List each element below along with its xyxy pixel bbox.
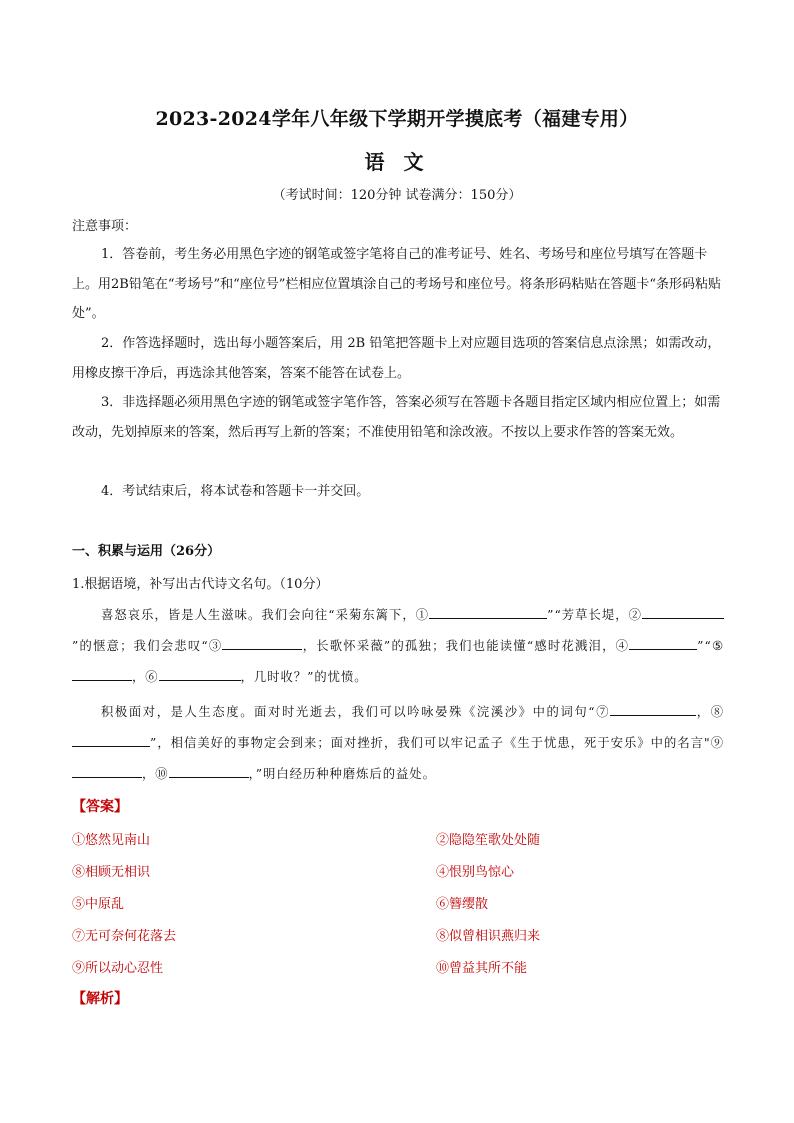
note-item: 4．考试结束后，将本试卷和答题卡一并交回。 xyxy=(101,484,370,499)
para-text: ，⑥ xyxy=(132,670,159,684)
question-title: 1.根据语境，补写出古代诗文名句。（10分） xyxy=(72,577,329,592)
note-item: 1．答卷前，考生务必用黑色字迹的钢笔或签字笔将自己的准考证号、姓名、考场号和座位号填写在答题卡上。用2B铅笔在“考场号”和“座位号”栏相应位置填涂自己的考场号和座位号。将条形码粘贴在答题卡“条形码粘贴处”。 xyxy=(72,247,722,321)
para-text: ，⑧ xyxy=(696,705,724,719)
notes-title: 注意事项： xyxy=(72,219,138,234)
para-text: ，⑩ xyxy=(142,767,169,781)
para-text: ”的惬意；我们会悲叹“③ xyxy=(72,639,223,653)
answer-label: 【答案】 xyxy=(72,799,128,815)
para-text: 喜怒哀乐，皆是人生滋味。我们会向往“采菊东篱下，① xyxy=(101,608,430,622)
para-text: 积极面对，是人生态度。面对时光逝去，我们可以吟咏晏殊《浣溪沙》中的词句“⑦ xyxy=(101,705,611,719)
para-text: ，”明白经历种种磨炼后的益处。 xyxy=(248,767,436,781)
subject-title: 语 文 xyxy=(364,150,430,174)
answer-item: ⑤中原乱 xyxy=(72,897,125,912)
exam-title: 2023-2024学年八年级下学期开学摸底考（福建专用） xyxy=(155,108,639,130)
fill-blank xyxy=(610,701,696,716)
fill-blank xyxy=(222,635,302,650)
answer-item: ⑥簪缨散 xyxy=(436,897,489,912)
fill-blank xyxy=(72,732,150,747)
answer-item: ⑨所以动心忍性 xyxy=(72,961,164,976)
answer-item: ②隐隐笙歌处处随 xyxy=(436,833,541,848)
answer-item: ⑦无可奈何花落去 xyxy=(72,929,177,944)
fill-blank xyxy=(72,666,132,681)
fill-blank xyxy=(72,763,142,778)
para-text: ”，相信美好的事物定会到来；面对挫折，我们可以牢记孟子《生于忧患，死于安乐》中的名言"⑨ xyxy=(150,736,724,750)
answer-item: ⑧相顾无相识 xyxy=(72,865,151,880)
fill-blank xyxy=(159,666,241,681)
answer-item: ④恨别鸟惊心 xyxy=(436,865,515,880)
para-text: ”“⑤ xyxy=(697,639,724,653)
answer-item: ⑩曾益其所不能 xyxy=(436,961,528,976)
answer-item: ①悠然见南山 xyxy=(72,833,151,848)
note-item: 3．非选择题必须用黑色字迹的钢笔或签字笔作答，答案必须写在答题卡各题目指定区域内相应位置上；如需改动，先划掉原来的答案，然后再写上新的答案；不准使用铅笔和涂改液。不按以上要求作答的答案无效。 xyxy=(72,395,721,440)
exam-info: （考试时间：120分钟 试卷满分：150分） xyxy=(272,188,522,203)
section-title: 一、积累与运用（26分） xyxy=(72,544,221,559)
note-item: 2．作答选择题时，选出每小题答案后，用 2B 铅笔把答题卡上对应题目选项的答案信息点涂黑；如需改动，用橡皮擦干净后，再选涂其他答案，答案不能答在试卷上。 xyxy=(72,336,721,381)
para-text: ”“芳草长堤，② xyxy=(547,608,642,622)
fill-blank xyxy=(429,604,547,619)
fill-blank xyxy=(629,635,697,650)
fill-blank xyxy=(169,763,249,778)
para-text: ，几时收？”的忧愤。 xyxy=(240,670,368,684)
question-paragraph-1 xyxy=(72,600,724,693)
question-paragraph-2 xyxy=(72,697,724,790)
answer-item: ⑧似曾相识燕归来 xyxy=(436,929,541,944)
para-text: ，长歌怀采薇”的孤独；我们也能读懂“感时花溅泪，④ xyxy=(302,639,630,653)
analysis-label: 【解析】 xyxy=(72,991,128,1007)
fill-blank xyxy=(642,604,724,619)
